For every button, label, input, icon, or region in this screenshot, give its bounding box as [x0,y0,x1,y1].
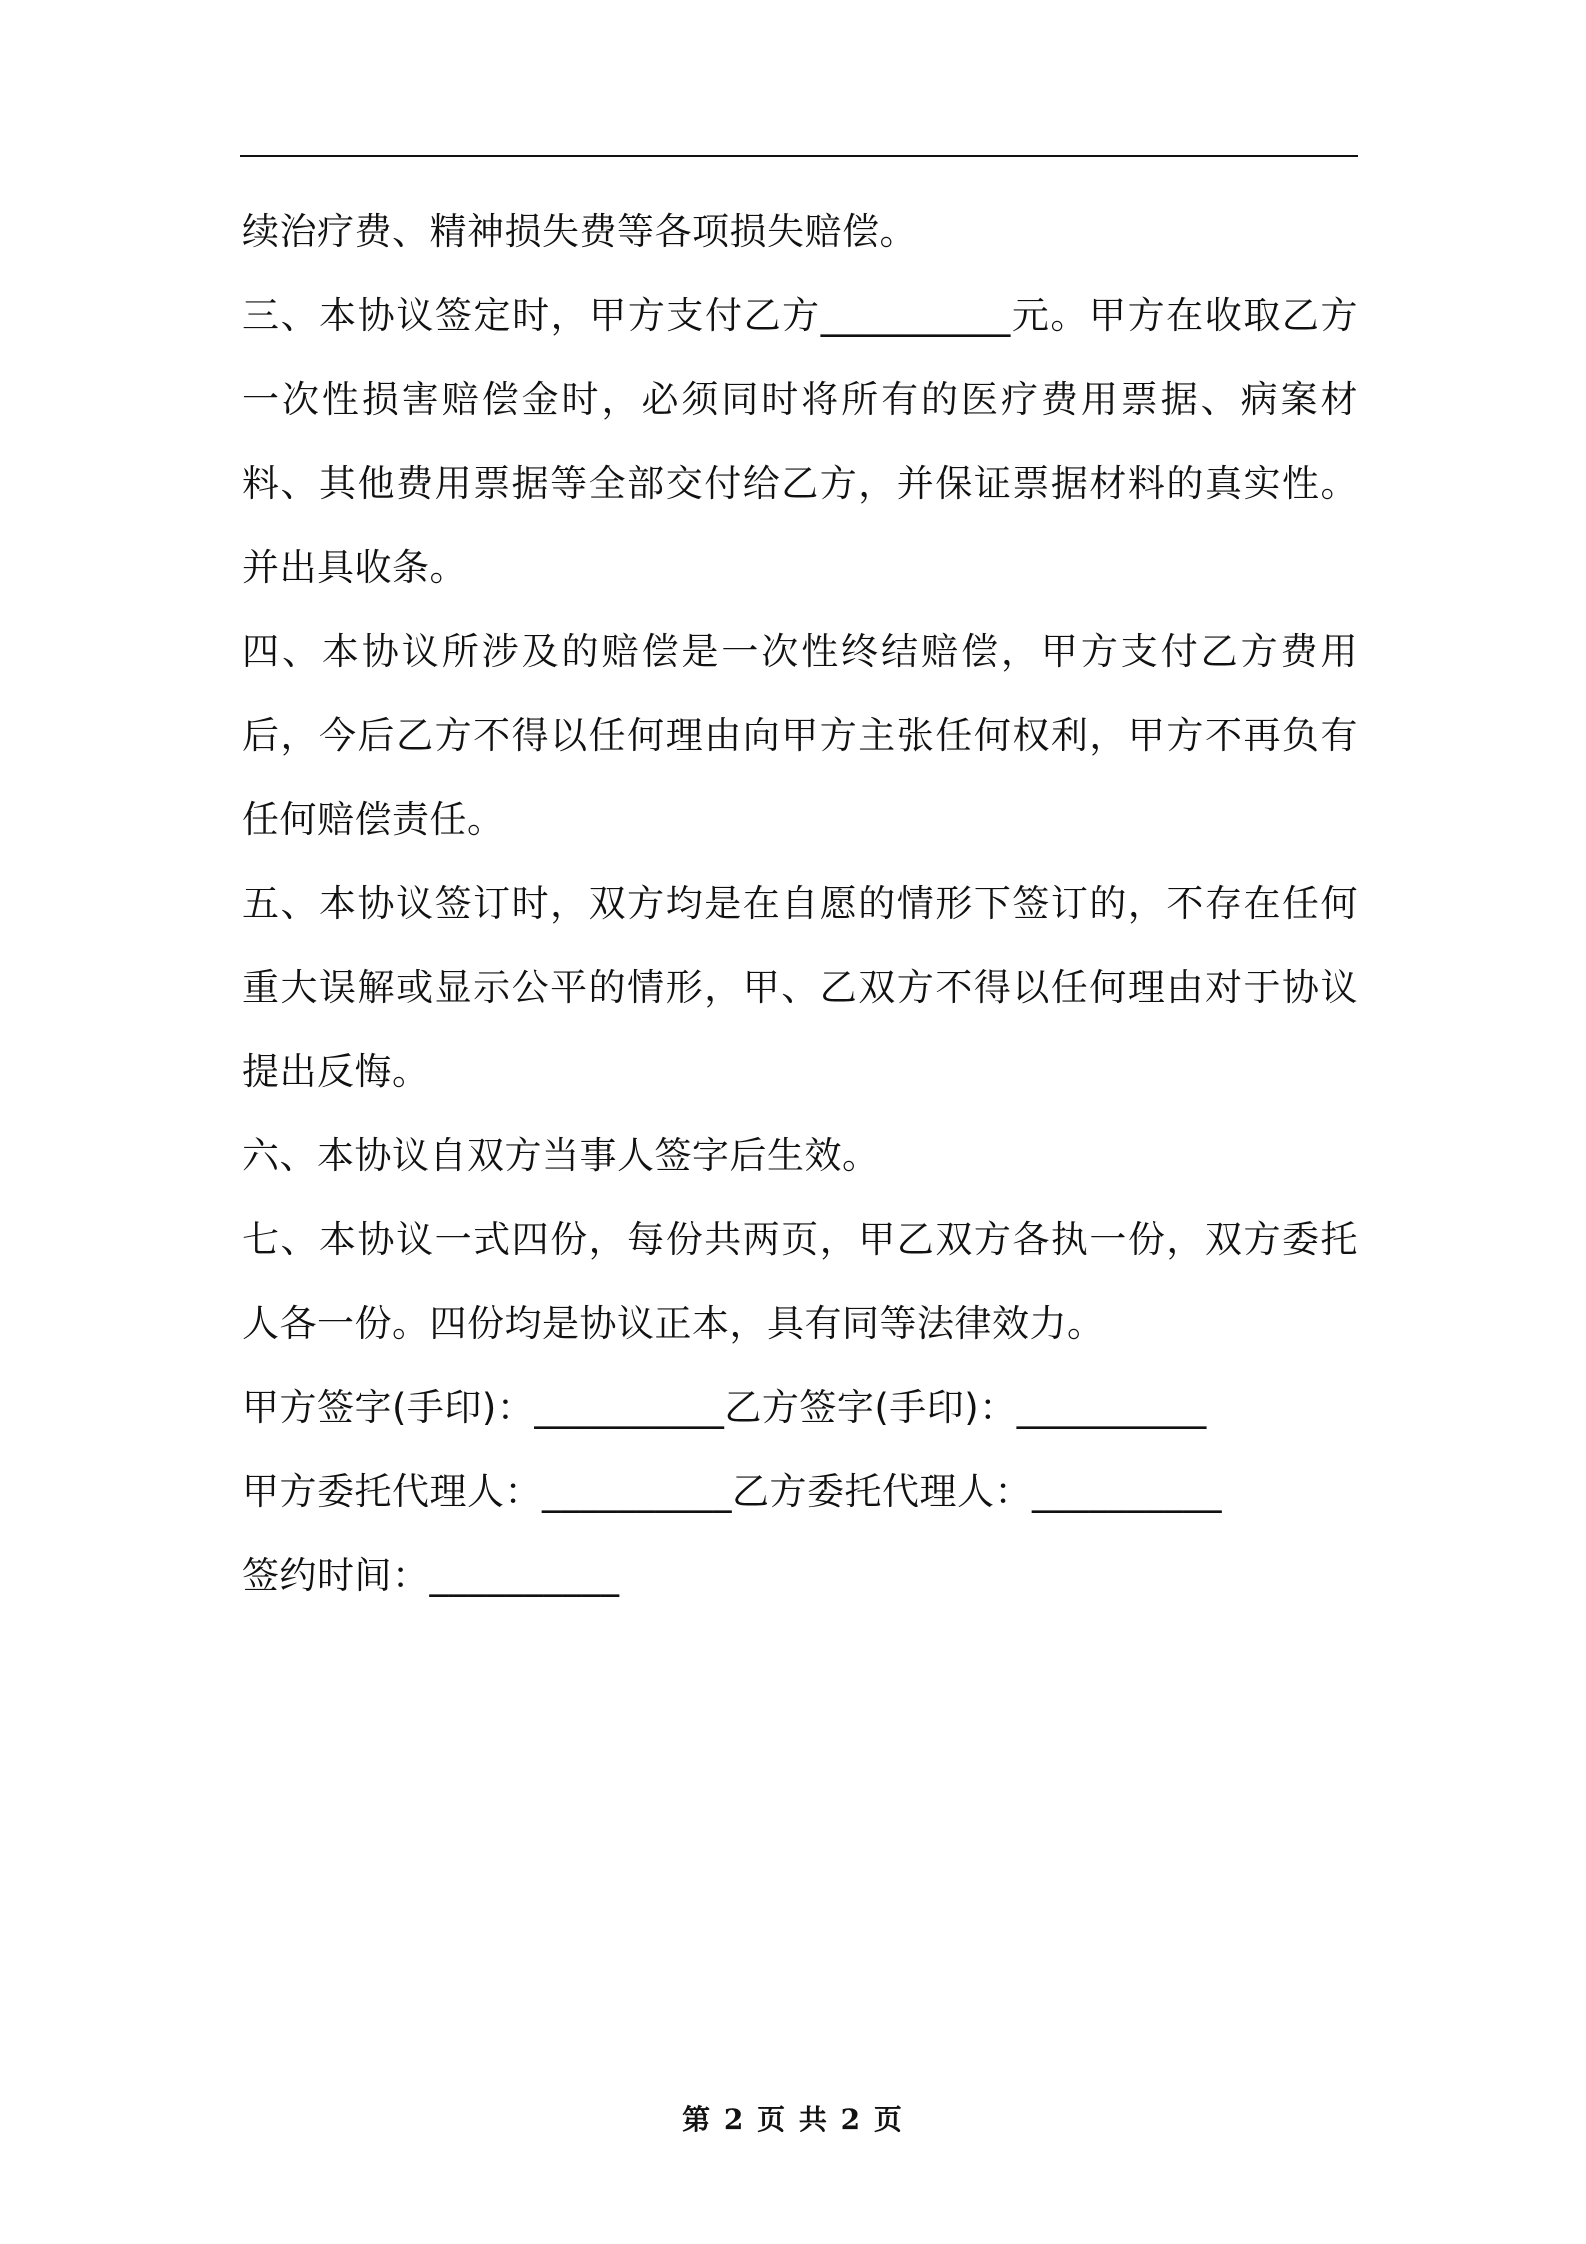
clause-four: 四、本协议所涉及的赔偿是一次性终结赔偿，甲方支付乙方费用后，今后乙方不得以任何理由向甲方主张任何权利，甲方不再负有任何赔偿责任。 [242,630,1358,841]
paragraph-continuation: 续治疗费、精神损失费等各项损失赔偿。 [242,210,917,253]
document-body [242,190,1358,1618]
header-rule [240,155,1358,157]
clause-seven: 七、本协议一式四份，每份共两页，甲乙双方各执一份，双方委托人各一份。四份均是协议正本，具有同等法律效力。 [242,1218,1358,1345]
signature-party-line: 甲方签字(手印)：__________乙方签字(手印)：__________ [242,1386,1207,1429]
clause-five: 五、本协议签订时，双方均是在自愿的情形下签订的，不存在任何重大误解或显示公平的情形，甲、乙双方不得以任何理由对于协议提出反悔。 [242,882,1358,1093]
signature-agent-line: 甲方委托代理人：__________乙方委托代理人：__________ [242,1470,1222,1513]
page-number: 第 2 页 共 2 页 [682,2103,904,2136]
clause-three: 三、本协议签定时，甲方支付乙方__________元。甲方在收取乙方一次性损害赔偿金时，必须同时将所有的医疗费用票据、病案材料、其他费用票据等全部交付给乙方，并保证票据材料的真实性。并出具收条。 [242,294,1358,589]
clause-six: 六、本协议自双方当事人签字后生效。 [242,1134,880,1177]
signing-date-line: 签约时间：__________ [242,1554,620,1597]
